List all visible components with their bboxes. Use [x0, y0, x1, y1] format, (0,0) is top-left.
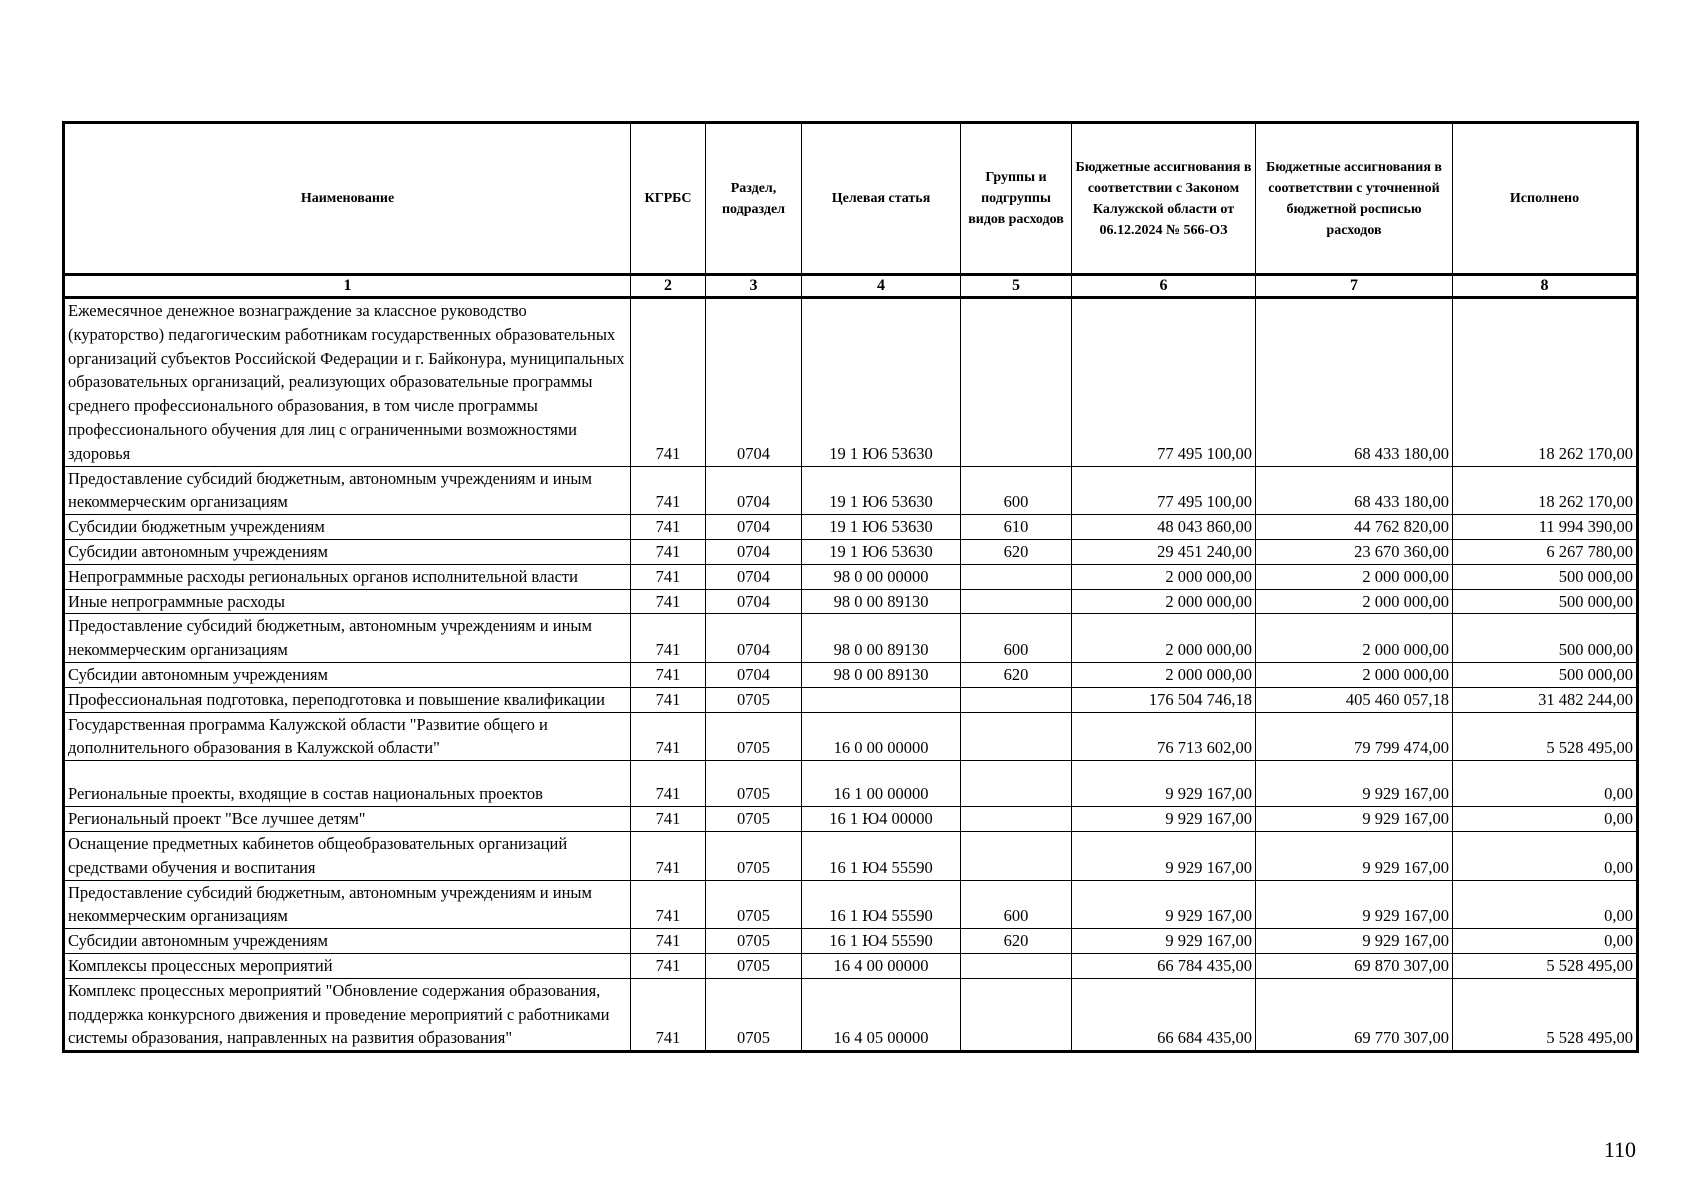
cell-law-amount: 66 684 435,00 — [1072, 978, 1256, 1051]
cell-group — [961, 831, 1072, 880]
cell-law-amount: 2 000 000,00 — [1072, 589, 1256, 614]
cell-target: 19 1 Ю6 53630 — [802, 539, 961, 564]
table-row — [64, 953, 1638, 978]
cell-name: Ежемесячное денежное вознаграждение за классное руководство (кураторство) педагогическим работникам государственных образовательных организаций субъектов Российской Федерации и г. Байконура, муниципальных образовательных организаций, реализующих образовательные программы среднего профессионального образования, в том числе программы профессионального обучения для лиц с ограниченными возможностями здоровья — [64, 298, 631, 467]
cell-section: 0704 — [706, 466, 802, 515]
table-row — [64, 515, 1638, 540]
budget-table — [62, 121, 1639, 1053]
cell-group: 600 — [961, 466, 1072, 515]
cell-law-amount: 9 929 167,00 — [1072, 929, 1256, 954]
cell-executed-amount: 18 262 170,00 — [1453, 466, 1638, 515]
cell-kgrbs: 741 — [631, 564, 706, 589]
cell-kgrbs: 741 — [631, 298, 706, 467]
cell-name: Комплексы процессных мероприятий — [64, 953, 631, 978]
cell-executed-amount: 500 000,00 — [1453, 564, 1638, 589]
cell-group — [961, 807, 1072, 832]
cell-target: 16 0 00 00000 — [802, 712, 961, 761]
column-number: 5 — [961, 275, 1072, 298]
cell-target: 16 4 05 00000 — [802, 978, 961, 1051]
cell-section: 0705 — [706, 831, 802, 880]
column-number-row — [64, 275, 1638, 298]
cell-section: 0705 — [706, 978, 802, 1051]
cell-law-amount: 77 495 100,00 — [1072, 466, 1256, 515]
cell-section: 0705 — [706, 687, 802, 712]
cell-kgrbs: 741 — [631, 687, 706, 712]
cell-target — [802, 687, 961, 712]
cell-law-amount: 176 504 746,18 — [1072, 687, 1256, 712]
cell-section: 0704 — [706, 298, 802, 467]
cell-executed-amount: 0,00 — [1453, 761, 1638, 807]
cell-target: 19 1 Ю6 53630 — [802, 466, 961, 515]
cell-law-amount: 76 713 602,00 — [1072, 712, 1256, 761]
cell-group — [961, 953, 1072, 978]
cell-name: Комплекс процессных мероприятий "Обновление содержания образования, поддержка конкурсного движения и проведение мероприятий с работниками системы образования, направленных на развития образования" — [64, 978, 631, 1051]
cell-refined-amount: 68 433 180,00 — [1256, 466, 1453, 515]
table-row — [64, 831, 1638, 880]
cell-group — [961, 589, 1072, 614]
cell-section: 0704 — [706, 515, 802, 540]
cell-executed-amount: 6 267 780,00 — [1453, 539, 1638, 564]
table-row — [64, 880, 1638, 929]
cell-group — [961, 687, 1072, 712]
cell-refined-amount: 69 870 307,00 — [1256, 953, 1453, 978]
cell-section: 0704 — [706, 539, 802, 564]
cell-target: 98 0 00 00000 — [802, 564, 961, 589]
cell-section: 0704 — [706, 589, 802, 614]
cell-law-amount: 9 929 167,00 — [1072, 880, 1256, 929]
cell-target: 16 4 00 00000 — [802, 953, 961, 978]
table-row — [64, 978, 1638, 1051]
cell-kgrbs: 741 — [631, 880, 706, 929]
cell-kgrbs: 741 — [631, 466, 706, 515]
cell-refined-amount: 69 770 307,00 — [1256, 978, 1453, 1051]
cell-refined-amount: 405 460 057,18 — [1256, 687, 1453, 712]
cell-refined-amount: 9 929 167,00 — [1256, 880, 1453, 929]
header-section: Раздел, подраздел — [706, 123, 802, 275]
cell-name: Предоставление субсидий бюджетным, автономным учреждениям и иным некоммерческим организациям — [64, 614, 631, 663]
cell-kgrbs: 741 — [631, 761, 706, 807]
cell-name: Субсидии автономным учреждениям — [64, 539, 631, 564]
cell-section: 0705 — [706, 929, 802, 954]
cell-executed-amount: 5 528 495,00 — [1453, 712, 1638, 761]
cell-law-amount: 2 000 000,00 — [1072, 614, 1256, 663]
cell-law-amount: 2 000 000,00 — [1072, 662, 1256, 687]
cell-group: 620 — [961, 539, 1072, 564]
cell-refined-amount: 79 799 474,00 — [1256, 712, 1453, 761]
cell-name: Предоставление субсидий бюджетным, автономным учреждениям и иным некоммерческим организациям — [64, 880, 631, 929]
cell-law-amount: 29 451 240,00 — [1072, 539, 1256, 564]
cell-target: 16 1 Ю4 55590 — [802, 831, 961, 880]
cell-executed-amount: 500 000,00 — [1453, 614, 1638, 663]
cell-law-amount: 2 000 000,00 — [1072, 564, 1256, 589]
cell-refined-amount: 9 929 167,00 — [1256, 929, 1453, 954]
cell-group: 620 — [961, 929, 1072, 954]
cell-refined-amount: 2 000 000,00 — [1256, 662, 1453, 687]
column-number: 7 — [1256, 275, 1453, 298]
cell-kgrbs: 741 — [631, 807, 706, 832]
cell-name: Региональные проекты, входящие в состав национальных проектов — [64, 761, 631, 807]
cell-name: Субсидии автономным учреждениям — [64, 929, 631, 954]
cell-executed-amount: 0,00 — [1453, 880, 1638, 929]
cell-executed-amount: 500 000,00 — [1453, 662, 1638, 687]
cell-kgrbs: 741 — [631, 662, 706, 687]
cell-target: 16 1 Ю4 55590 — [802, 880, 961, 929]
cell-section: 0705 — [706, 953, 802, 978]
cell-group: 600 — [961, 614, 1072, 663]
cell-target: 19 1 Ю6 53630 — [802, 515, 961, 540]
table-row — [64, 539, 1638, 564]
column-number: 8 — [1453, 275, 1638, 298]
cell-refined-amount: 2 000 000,00 — [1256, 564, 1453, 589]
cell-refined-amount: 9 929 167,00 — [1256, 761, 1453, 807]
column-number: 2 — [631, 275, 706, 298]
cell-section: 0704 — [706, 564, 802, 589]
header-groups: Группы и подгруппы видов расходов — [961, 123, 1072, 275]
table-row — [64, 712, 1638, 761]
table-row — [64, 687, 1638, 712]
cell-executed-amount: 0,00 — [1453, 807, 1638, 832]
cell-law-amount: 9 929 167,00 — [1072, 831, 1256, 880]
header-kgrbs: КГРБС — [631, 123, 706, 275]
cell-section: 0705 — [706, 880, 802, 929]
cell-kgrbs: 741 — [631, 589, 706, 614]
cell-kgrbs: 741 — [631, 515, 706, 540]
cell-law-amount: 9 929 167,00 — [1072, 761, 1256, 807]
cell-target: 16 1 00 00000 — [802, 761, 961, 807]
cell-executed-amount: 0,00 — [1453, 929, 1638, 954]
cell-name: Предоставление субсидий бюджетным, автономным учреждениям и иным некоммерческим организациям — [64, 466, 631, 515]
cell-executed-amount: 5 528 495,00 — [1453, 978, 1638, 1051]
cell-section: 0705 — [706, 761, 802, 807]
cell-target: 16 1 Ю4 55590 — [802, 929, 961, 954]
cell-section: 0705 — [706, 712, 802, 761]
cell-target: 98 0 00 89130 — [802, 662, 961, 687]
table-row — [64, 298, 1638, 467]
column-number: 4 — [802, 275, 961, 298]
cell-refined-amount: 23 670 360,00 — [1256, 539, 1453, 564]
cell-executed-amount: 5 528 495,00 — [1453, 953, 1638, 978]
cell-section: 0705 — [706, 807, 802, 832]
cell-kgrbs: 741 — [631, 831, 706, 880]
page-number: 110 — [1603, 1137, 1636, 1162]
cell-refined-amount: 9 929 167,00 — [1256, 831, 1453, 880]
cell-section: 0704 — [706, 614, 802, 663]
cell-target: 19 1 Ю6 53630 — [802, 298, 961, 467]
cell-target: 16 1 Ю4 00000 — [802, 807, 961, 832]
table-row — [64, 761, 1638, 807]
table-row — [64, 564, 1638, 589]
cell-law-amount: 66 784 435,00 — [1072, 953, 1256, 978]
table-body — [64, 298, 1638, 1052]
cell-group — [961, 761, 1072, 807]
table-row — [64, 466, 1638, 515]
table-row — [64, 614, 1638, 663]
cell-refined-amount: 9 929 167,00 — [1256, 807, 1453, 832]
cell-kgrbs: 741 — [631, 953, 706, 978]
column-number: 1 — [64, 275, 631, 298]
cell-refined-amount: 44 762 820,00 — [1256, 515, 1453, 540]
header-row — [64, 123, 1638, 275]
cell-name: Государственная программа Калужской области "Развитие общего и дополнительного образования в Калужской области" — [64, 712, 631, 761]
column-number: 3 — [706, 275, 802, 298]
cell-refined-amount: 2 000 000,00 — [1256, 614, 1453, 663]
cell-kgrbs: 741 — [631, 539, 706, 564]
cell-group — [961, 978, 1072, 1051]
cell-name: Оснащение предметных кабинетов общеобразовательных организаций средствами обучения и воспитания — [64, 831, 631, 880]
table-row — [64, 589, 1638, 614]
cell-kgrbs: 741 — [631, 614, 706, 663]
cell-kgrbs: 741 — [631, 978, 706, 1051]
cell-group: 600 — [961, 880, 1072, 929]
cell-name: Региональный проект "Все лучшее детям" — [64, 807, 631, 832]
cell-kgrbs: 741 — [631, 712, 706, 761]
cell-name: Субсидии бюджетным учреждениям — [64, 515, 631, 540]
header-law: Бюджетные ассигнования в соответствии с Законом Калужской области от 06.12.2024 № 566-ОЗ — [1072, 123, 1256, 275]
cell-executed-amount: 500 000,00 — [1453, 589, 1638, 614]
header-executed: Исполнено — [1453, 123, 1638, 275]
table-row — [64, 807, 1638, 832]
cell-target: 98 0 00 89130 — [802, 614, 961, 663]
header-target: Целевая статья — [802, 123, 961, 275]
cell-group: 620 — [961, 662, 1072, 687]
cell-refined-amount: 2 000 000,00 — [1256, 589, 1453, 614]
cell-executed-amount: 31 482 244,00 — [1453, 687, 1638, 712]
cell-name: Иные непрограммные расходы — [64, 589, 631, 614]
cell-law-amount: 77 495 100,00 — [1072, 298, 1256, 467]
column-number: 6 — [1072, 275, 1256, 298]
cell-law-amount: 9 929 167,00 — [1072, 807, 1256, 832]
cell-law-amount: 48 043 860,00 — [1072, 515, 1256, 540]
table-row — [64, 929, 1638, 954]
table-row — [64, 662, 1638, 687]
cell-target: 98 0 00 89130 — [802, 589, 961, 614]
cell-section: 0704 — [706, 662, 802, 687]
cell-executed-amount: 11 994 390,00 — [1453, 515, 1638, 540]
cell-group: 610 — [961, 515, 1072, 540]
cell-group — [961, 564, 1072, 589]
cell-name: Профессиональная подготовка, переподготовка и повышение квалификации — [64, 687, 631, 712]
cell-name: Субсидии автономным учреждениям — [64, 662, 631, 687]
cell-group — [961, 298, 1072, 467]
header-name: Наименование — [64, 123, 631, 275]
cell-kgrbs: 741 — [631, 929, 706, 954]
cell-executed-amount: 0,00 — [1453, 831, 1638, 880]
cell-executed-amount: 18 262 170,00 — [1453, 298, 1638, 467]
header-refined: Бюджетные ассигнования в соответствии с уточненной бюджетной росписью расходов — [1256, 123, 1453, 275]
cell-group — [961, 712, 1072, 761]
cell-name: Непрограммные расходы региональных органов исполнительной власти — [64, 564, 631, 589]
cell-refined-amount: 68 433 180,00 — [1256, 298, 1453, 467]
